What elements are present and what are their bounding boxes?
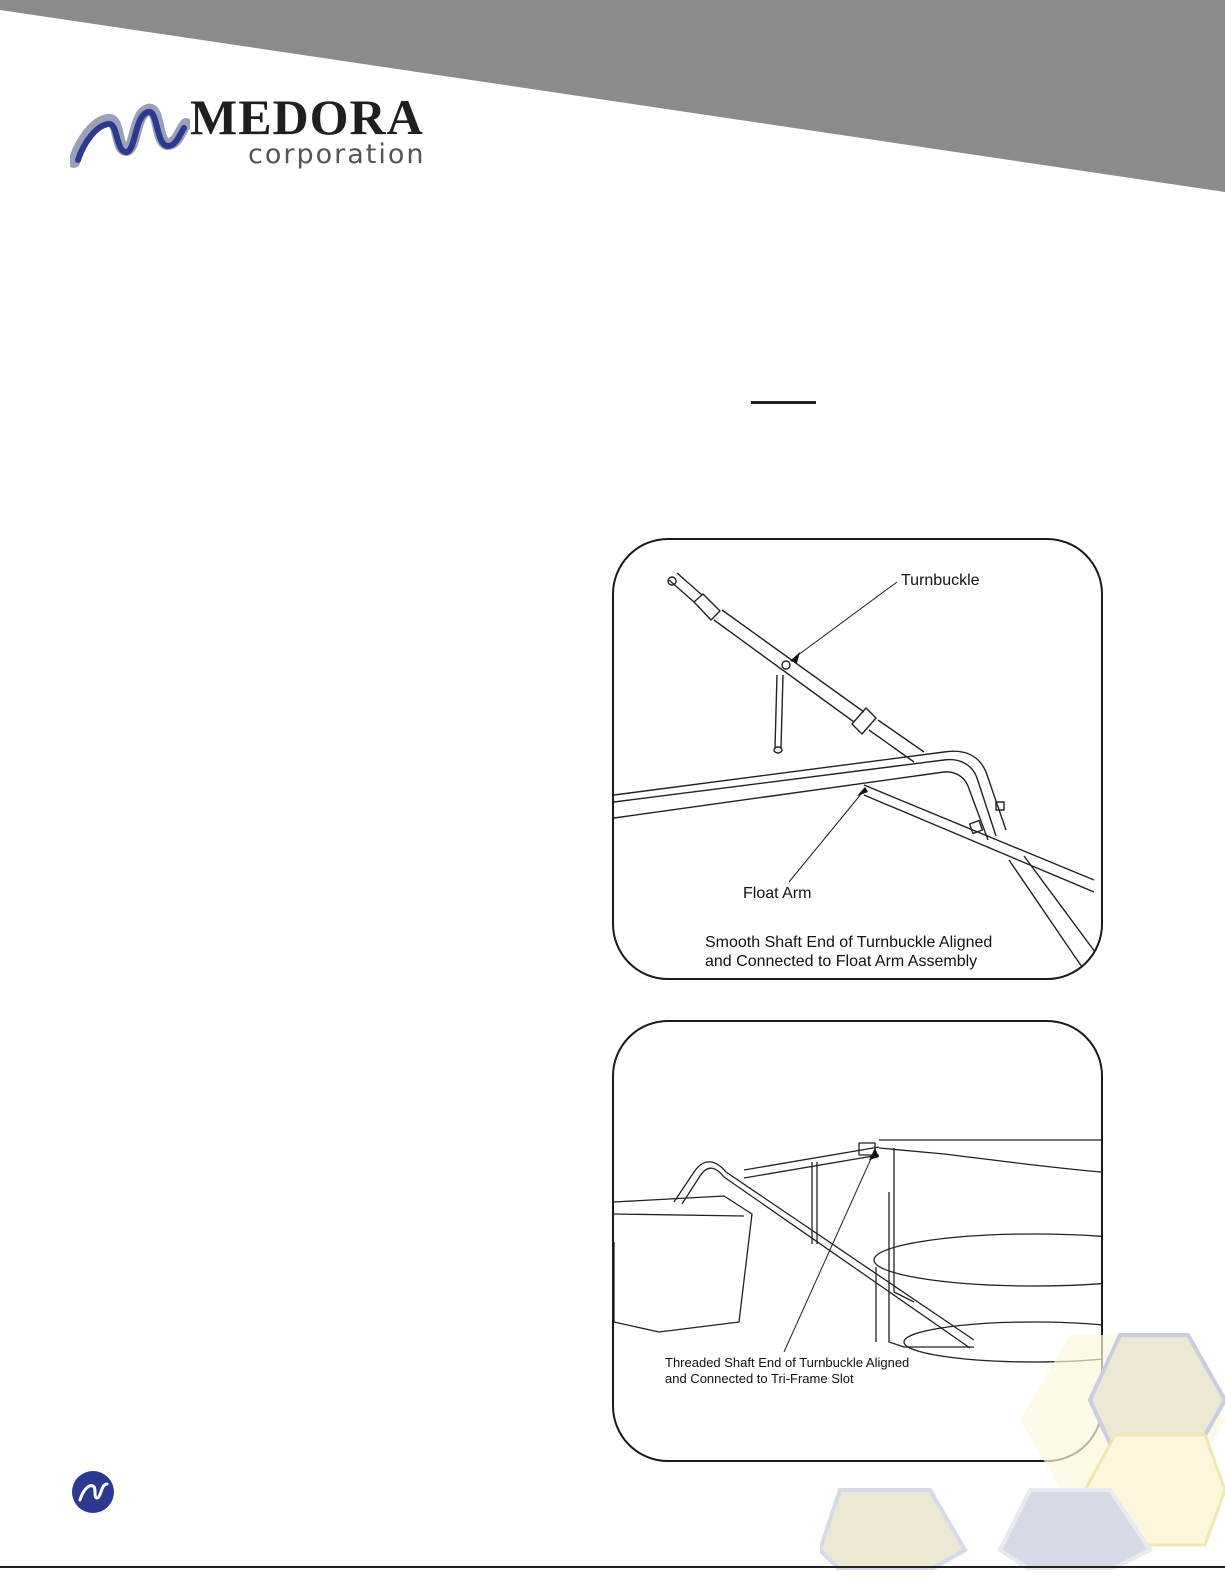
caption-line: and Connected to Tri-Frame Slot: [665, 1371, 854, 1386]
brand-name: MEDORA: [190, 89, 424, 145]
decorative-hexagons: [820, 1330, 1225, 1570]
turnbuckle-float-arm-drawing: [614, 540, 1101, 978]
caption-line: Smooth Shaft End of Turnbuckle Aligned: [705, 934, 993, 951]
figure-smooth-shaft-panel: [612, 538, 1103, 980]
hexagon-icon: [820, 1490, 965, 1570]
label-turnbuckle: Turnbuckle: [901, 572, 980, 589]
footer-rule: [0, 1566, 1225, 1568]
caption-line: and Connected to Float Arm Assembly: [705, 953, 978, 970]
medora-wave-mark-icon: [70, 92, 190, 172]
medora-logo: [70, 89, 450, 172]
caption-line: Threaded Shaft End of Turnbuckle Aligned: [665, 1355, 910, 1370]
brand-sub: corporation: [248, 139, 426, 170]
figure-1-caption: [705, 933, 992, 971]
title-underline: [751, 401, 816, 404]
label-float-arm: Float Arm: [743, 885, 812, 902]
medora-emblem-icon: [71, 1470, 115, 1514]
